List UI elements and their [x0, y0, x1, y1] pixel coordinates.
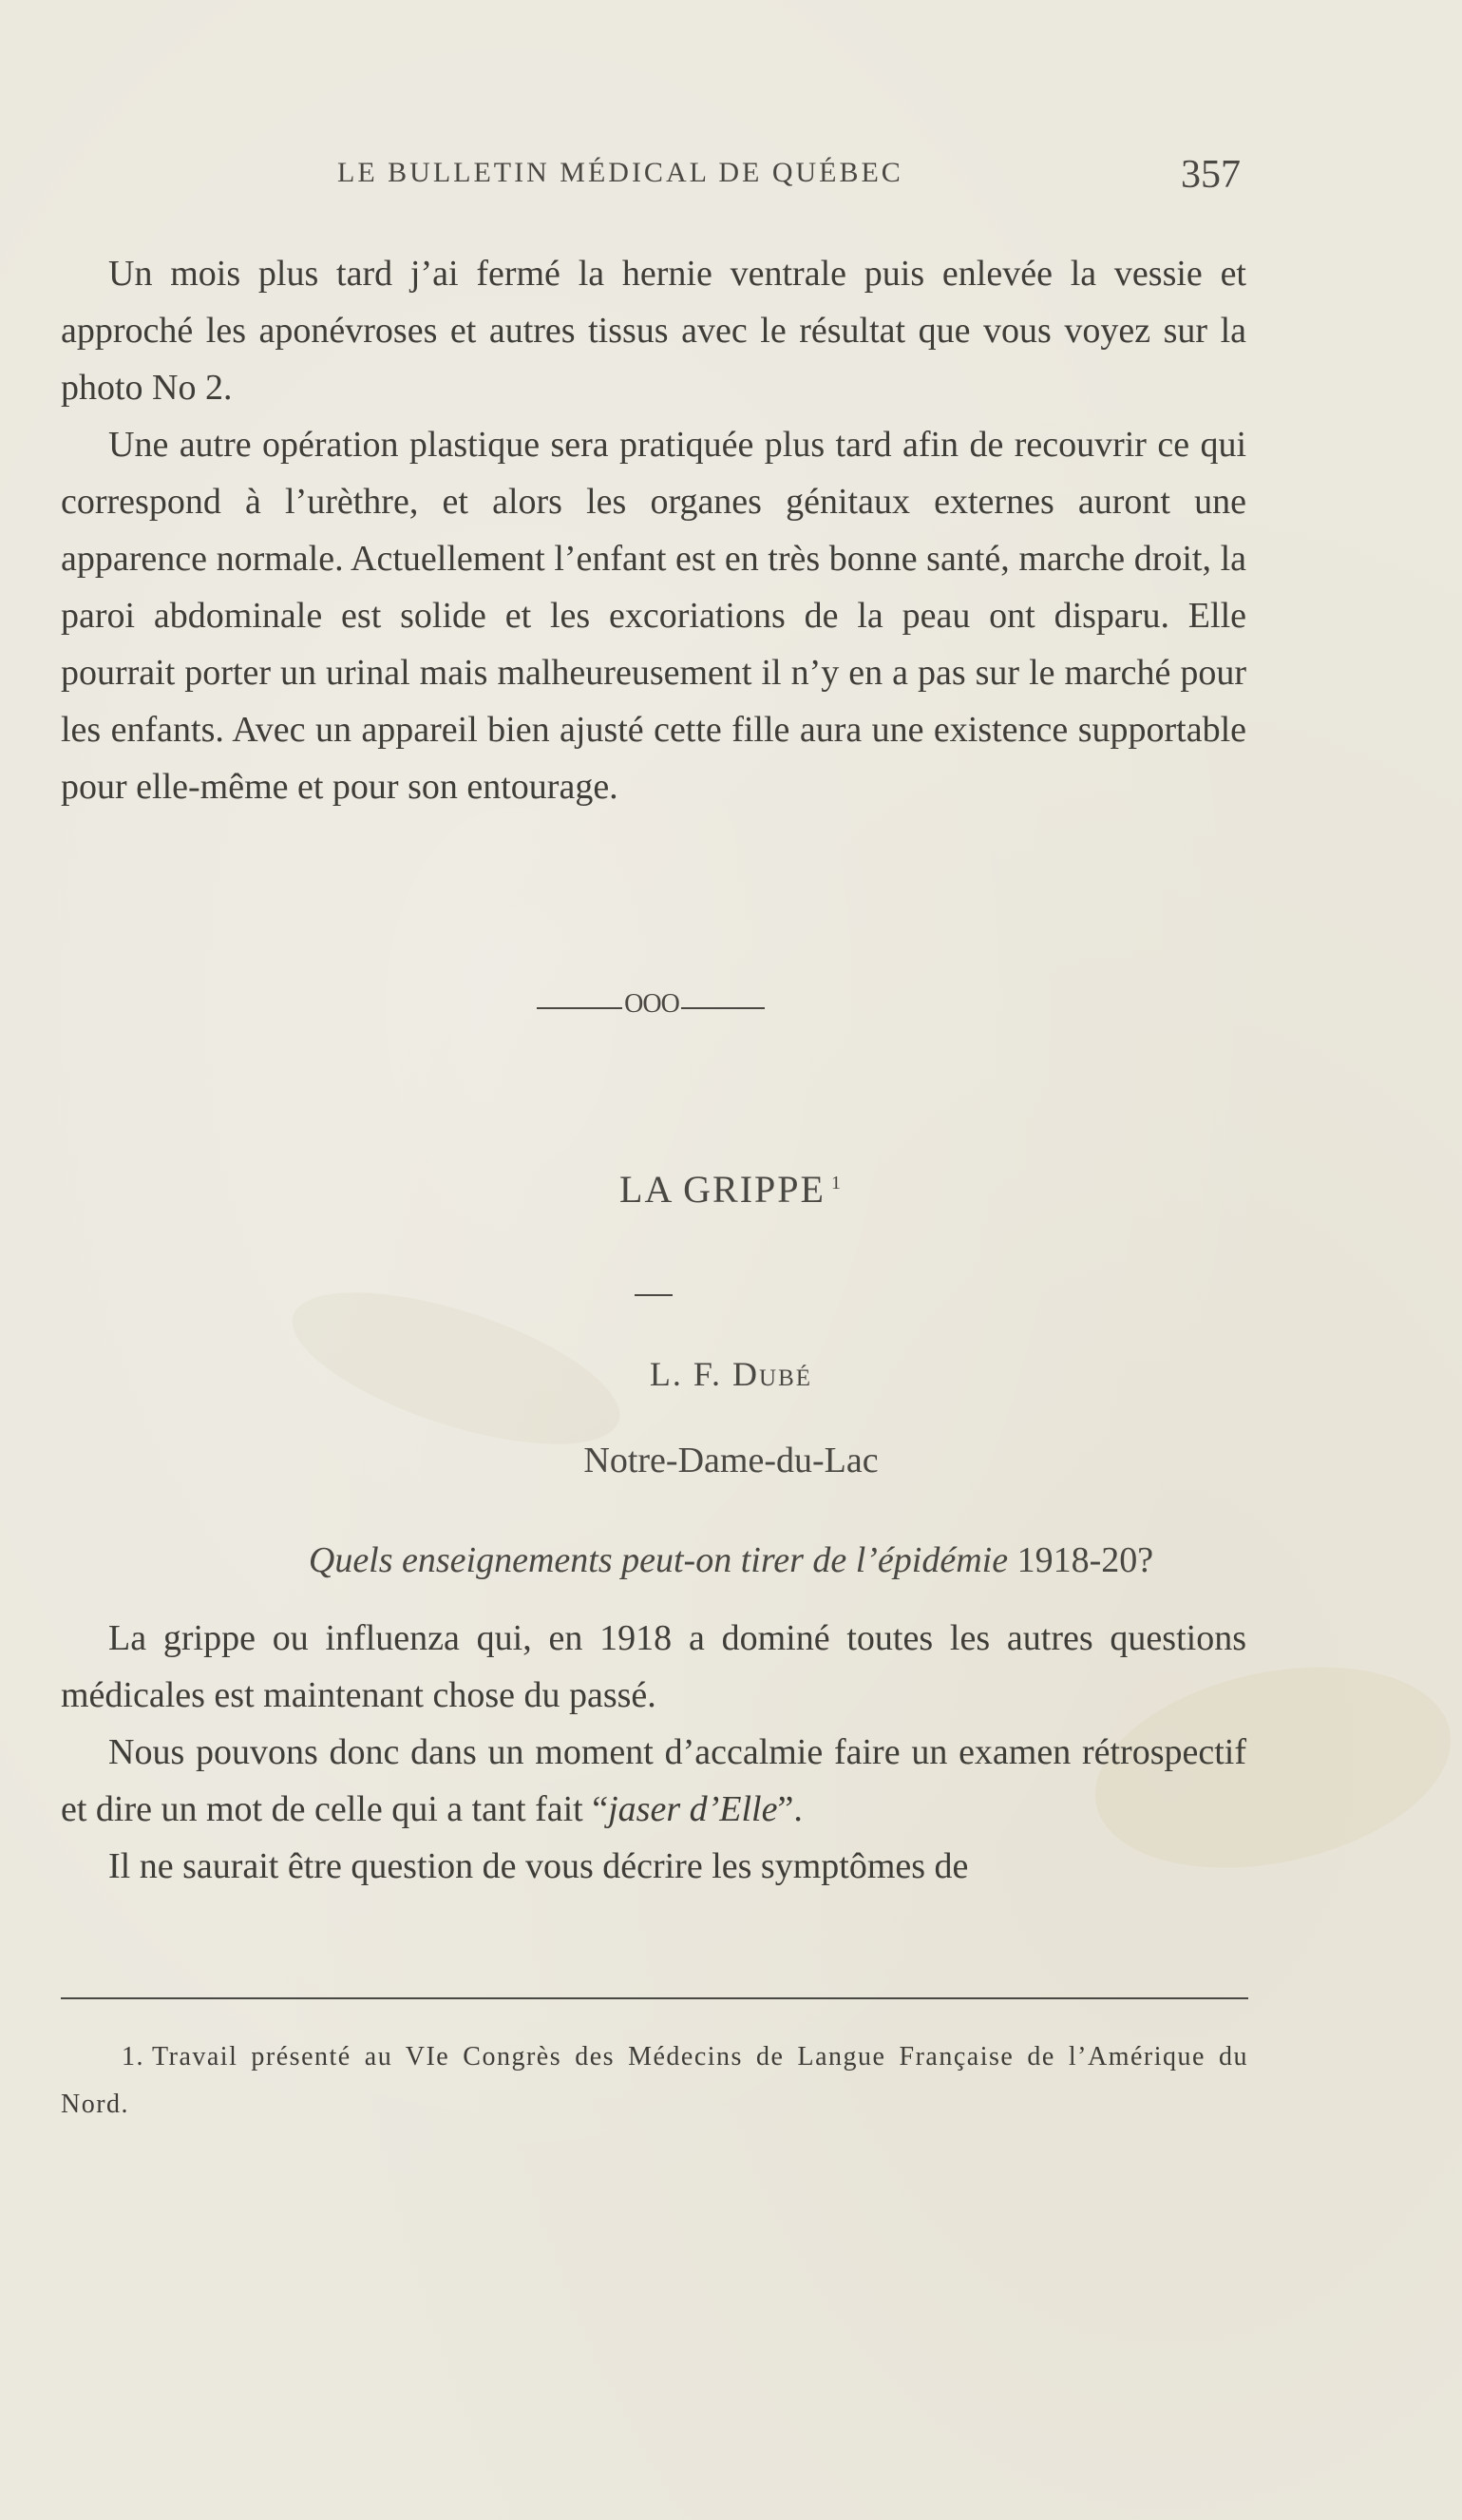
paragraph: La grippe ou influenza qui, en 1918 a dominé toutes les autres questions médicales est maintenant chose du passé.: [61, 1618, 1246, 1715]
paragraph: Il ne saurait être question de vous décrire les symptômes de: [108, 1846, 969, 1886]
author-place: Notre-Dame-du-Lac: [583, 1441, 879, 1480]
article-question: [0, 1539, 1462, 1581]
author: [0, 1354, 1462, 1394]
footnote-text: Travail présenté au VIe Congrès des Médecins de Langue Française de l’Amérique du Nord.: [61, 2042, 1248, 2119]
section-ornament: [537, 988, 765, 1026]
paragraph-italic: jaser d’Elle: [608, 1789, 778, 1829]
article-title-text: LA GRIPPE: [619, 1168, 826, 1211]
paragraph-text: Nous pouvons donc dans un moment d’accalmie faire un examen rétrospectif et dire un mot de celle qui a tant fait “: [61, 1732, 1246, 1829]
article-title: [0, 1167, 1462, 1212]
footnote: [61, 2033, 1248, 2129]
paragraph: Un mois plus tard j’ai fermé la hernie ventrale puis enlevée la vessie et approché les aponévroses et autres tissus avec le résultat que vous voyez sur la photo No 2.: [61, 254, 1246, 408]
title-divider: [635, 1294, 673, 1296]
footnote-mark: 1: [830, 1172, 843, 1193]
footnote-rule: [61, 1997, 1248, 1999]
paragraph: [61, 1724, 1246, 1838]
author-name: L. F. Dubé: [649, 1355, 813, 1393]
footnote-number: 1.: [122, 2042, 144, 2071]
continued-text: [61, 245, 1246, 815]
paragraph: Une autre opération plastique sera pratiquée plus tard afin de recouvrir ce qui correspond à l’urèthre, et alors les organes génitaux externes auront une apparence normale. Actuellement l’enfant est en très bonne santé, marche droit, la paroi abdominale est solide et les excoriations de la peau ont disparu. Elle pourrait porter un urinal mais malheureusement il n’y en a pas sur le marché pour les enfants. Avec un appareil bien ajusté cette fille aura une existence supportable pour elle-même et pour son entourage.: [61, 425, 1246, 807]
ornament-rule-left: [537, 1007, 622, 1009]
ornament-center: OOO: [624, 989, 679, 1019]
page-number: 357: [1181, 153, 1241, 197]
question-years: 1918-20?: [1008, 1540, 1154, 1580]
paragraph-text: ”.: [777, 1789, 803, 1829]
running-head: LE BULLETIN MÉDICAL DE QUÉBEC: [337, 157, 903, 188]
ornament-rule-right: [681, 1007, 765, 1009]
question-italic: Quels enseignements peut-on tirer de l’épidémie: [308, 1540, 1009, 1580]
article-body: [61, 1610, 1246, 1895]
